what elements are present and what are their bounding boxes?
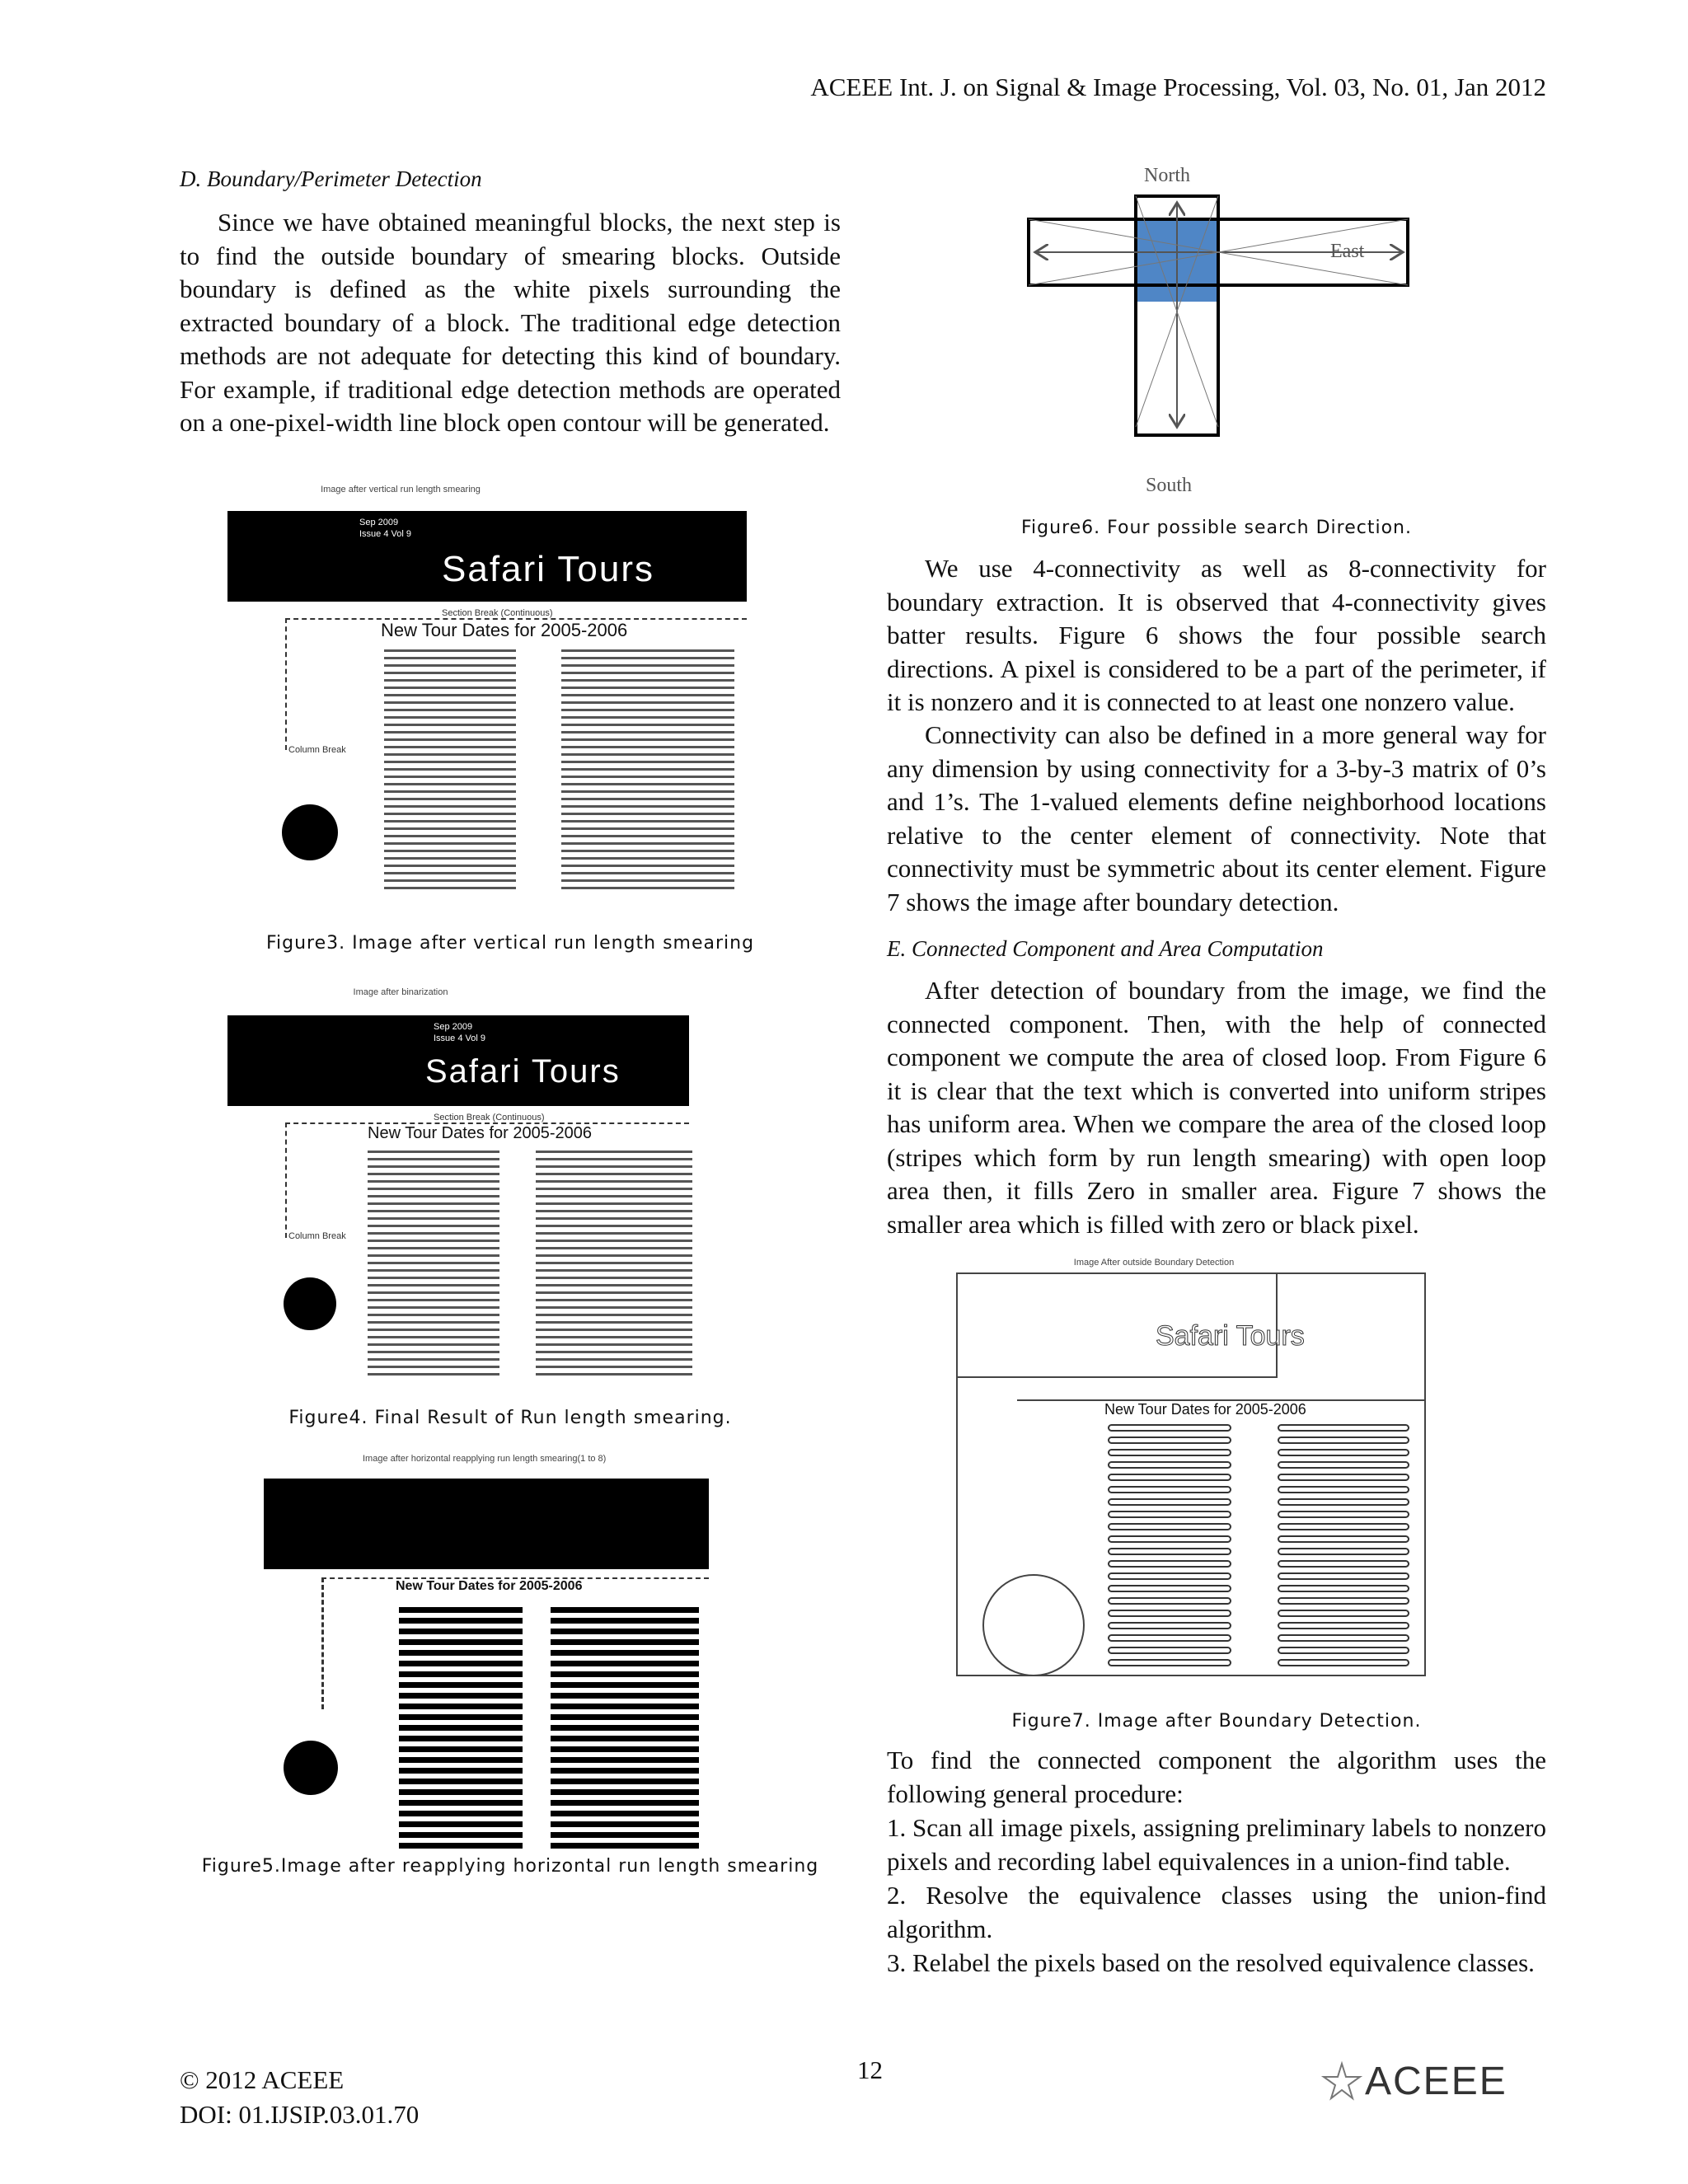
figure5-left-column	[399, 1607, 523, 1854]
figure6-south-label: South	[1146, 475, 1193, 496]
figure3-newsletter-heading: New Tour Dates for 2005-2006	[381, 620, 628, 640]
section-e-title: E. Connected Component and Area Computation	[887, 936, 1324, 961]
section-e-text: After detection of boundary from the image, we find the connected component. Then, with the help of connected component we compute the area of closed loop. From Figure 6 it is clear that the text which is converted into uniform stripes has uniform area. When we compare the area of the closed loop (stripes which form by run length smearing) with open loop area then, it fills Zero in smaller area. Figure 7 shows the smaller area which is filled with zero or black pixel.	[887, 976, 1546, 1239]
figure5-circle	[284, 1741, 338, 1795]
figure3-banner-issue: Issue 4 Vol 9	[359, 529, 411, 539]
figure4-right-column	[536, 1151, 692, 1380]
connectivity-text-1: We use 4-connectivity as well as 8-connectivity for boundary extraction. It is observed that 4-connectivity gives batter results. Figure 6 shows the four possible search directions. A pixel is considered to be a part of the perimeter, if it is nonzero and it is connected to at least one nonzero value.	[887, 554, 1546, 716]
figure4-image	[227, 987, 763, 1391]
footer-doi: DOI: 01.IJSIP.03.01.70	[180, 2100, 420, 2129]
figure7-caption: Figure7. Image after Boundary Detection.	[1011, 1711, 1422, 1732]
figure3-banner	[227, 511, 747, 602]
figure4-caption: Figure4. Final Result of Run length smearing.	[288, 1408, 732, 1428]
section-d-title: D. Boundary/Perimeter Detection	[180, 166, 482, 191]
figure3-circle	[282, 804, 338, 860]
aceee-logo-text: ACEEE	[1365, 2059, 1507, 2103]
figure7-banner-outline	[956, 1272, 1305, 1378]
figure5-caption: Figure5.Image after reapplying horizontal run length smearing	[201, 1856, 819, 1877]
figure7-title: Image After outside Boundary Detection	[1073, 1258, 1235, 1268]
figure7-right-column	[1278, 1424, 1409, 1671]
figure3-right-column	[561, 649, 734, 894]
figure4-banner-title: Safari Tours	[425, 1053, 621, 1090]
figure7-circle-outline	[982, 1574, 1085, 1676]
section-e-paragraph	[887, 974, 1546, 1241]
figure3-column-label: Column Break	[288, 745, 346, 755]
figure3-left-column	[384, 649, 516, 894]
procedure-intro: To find the connected component the algorithm uses the following general procedure:	[887, 1746, 1546, 1808]
figure3-banner-date: Sep 2009	[359, 518, 399, 527]
figure4-newsletter-heading: New Tour Dates for 2005-2006	[368, 1124, 593, 1142]
figure3-section-label: Section Break (Continuous)	[442, 608, 553, 618]
figure4-section-label: Section Break (Continuous)	[434, 1113, 545, 1122]
figure6-east-label: East	[1330, 241, 1365, 262]
figure4-circle	[284, 1277, 336, 1330]
figure4-title: Image after binarization	[353, 987, 448, 997]
figure6-image	[1020, 162, 1432, 508]
procedure-step-3: 3. Relabel the pixels based on the resolved equivalence classes.	[887, 1948, 1535, 1977]
figure4-banner-date: Sep 2009	[434, 1022, 473, 1032]
figure5-right-column	[551, 1607, 699, 1854]
star-icon	[1319, 2060, 1365, 2102]
aceee-logo	[1319, 2060, 1507, 2102]
figure4-banner	[227, 1015, 689, 1106]
figure7-newsletter-heading: New Tour Dates for 2005-2006	[1104, 1401, 1306, 1418]
figure5-image	[264, 1454, 725, 1858]
page-number: 12	[857, 2055, 883, 2084]
figure3-caption: Figure3. Image after vertical run length smearing	[265, 933, 755, 954]
connectivity-text-2: Connectivity can also be defined in a more general way for any dimension by using connectivity for a 3-by-3 matrix of 0’s and 1’s. The 1-valued elements define neighborhood locations relative to the center element of connectivity. Note that connectivity must be symmetric about its center element. Figure 7 shows the image after boundary detection.	[887, 720, 1546, 916]
figure7-left-column	[1108, 1424, 1231, 1671]
section-d-paragraph	[180, 206, 841, 440]
figure5-banner	[264, 1479, 709, 1569]
connectivity-paragraph-1	[887, 552, 1546, 719]
figure6-caption: Figure6. Four possible search Direction.	[1021, 518, 1412, 538]
running-header: ACEEE Int. J. on Signal & Image Processing, Vol. 03, No. 01, Jan 2012	[810, 73, 1546, 101]
procedure-step-2: 2. Resolve the equivalence classes using the union-find algorithm.	[887, 1881, 1546, 1943]
connectivity-paragraph-2	[887, 719, 1546, 919]
figure4-banner-issue: Issue 4 Vol 9	[434, 1033, 485, 1043]
figure7-image	[956, 1254, 1434, 1683]
figure6-north-label: North	[1144, 165, 1190, 186]
figure6-diagram	[1020, 162, 1432, 508]
procedure-step-1: 1. Scan all image pixels, assigning preliminary labels to nonzero pixels and recording label equivalences in a union-find table.	[887, 1813, 1546, 1876]
figure4-column-label: Column Break	[288, 1231, 346, 1241]
section-d-text: Since we have obtained meaningful blocks, the next step is to find the outside boundary of smearing blocks. Outside boundary is defined as the white pixels surrounding the extracted boundary of a block. The traditional edge detection methods are not adequate for detecting this kind of boundary. For example, if traditional edge detection methods are operated on a one-pixel-width line block open contour will be generated.	[180, 208, 841, 437]
figure5-title: Image after horizontal reapplying run length smearing(1 to 8)	[363, 1454, 607, 1464]
figure4-left-column	[368, 1151, 499, 1380]
figure7-banner-title: Safari Tours	[1156, 1320, 1305, 1352]
figure5-newsletter-heading: New Tour Dates for 2005-2006	[396, 1579, 583, 1593]
figure3-title: Image after vertical run length smearing	[321, 485, 481, 494]
figure3-image	[227, 485, 763, 921]
figure3-banner-title: Safari Tours	[442, 549, 654, 589]
footer-copyright: © 2012 ACEEE	[180, 2065, 345, 2094]
